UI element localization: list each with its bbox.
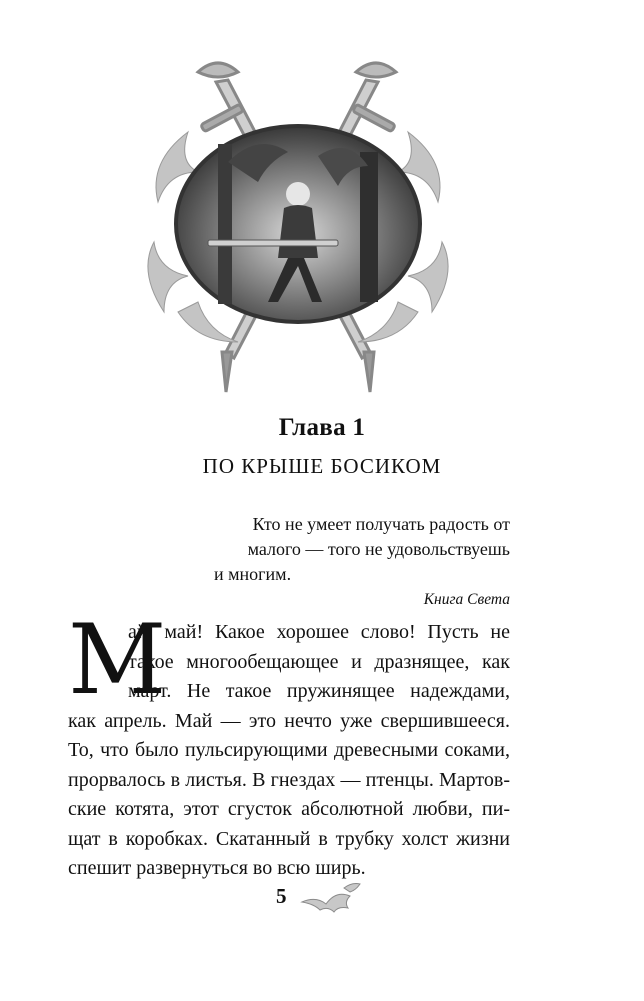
epigraph-line: малого — того не удовольствуешь [247,539,510,559]
text-line: ай, май! Какое хорошее слово! Пусть не [128,621,510,643]
drop-cap: М [68,604,165,716]
text-line: такое многообещающее и дразнящее, как [128,650,510,673]
body-text [68,604,510,884]
epigraph-source: Книга Света [423,591,510,608]
epigraph [210,512,510,609]
text-line: март. Не такое пружинящее надеждами, [128,680,510,702]
epigraph-line: Кто не умеет получать радость от [252,514,510,534]
chapter-number: Глава 1 [278,414,366,441]
leaf-ornament-icon [298,880,368,914]
page-number: 5 [276,884,287,908]
text-line: спешит развернуться во всю ширь. [68,857,366,879]
text-line: То, что было пульсирующими древесными соками, [68,739,510,761]
chapter-title: ПО КРЫШЕ БОСИКОМ [202,454,442,478]
text-line: ские котята, этот сгусток абсолютной любви, пи- [68,798,510,820]
text-line: щат в коробках. Скатанный в трубку холст жизни [68,827,510,850]
text-line: как апрель. Май — это нечто уже свершившееся. [68,709,510,732]
chapter-illustration [138,52,458,397]
page-footer [276,880,396,914]
text-line: прорвалось в листья. В гнездах — птенцы. Мартов- [68,768,510,791]
epigraph-line: и многим. [214,564,292,584]
